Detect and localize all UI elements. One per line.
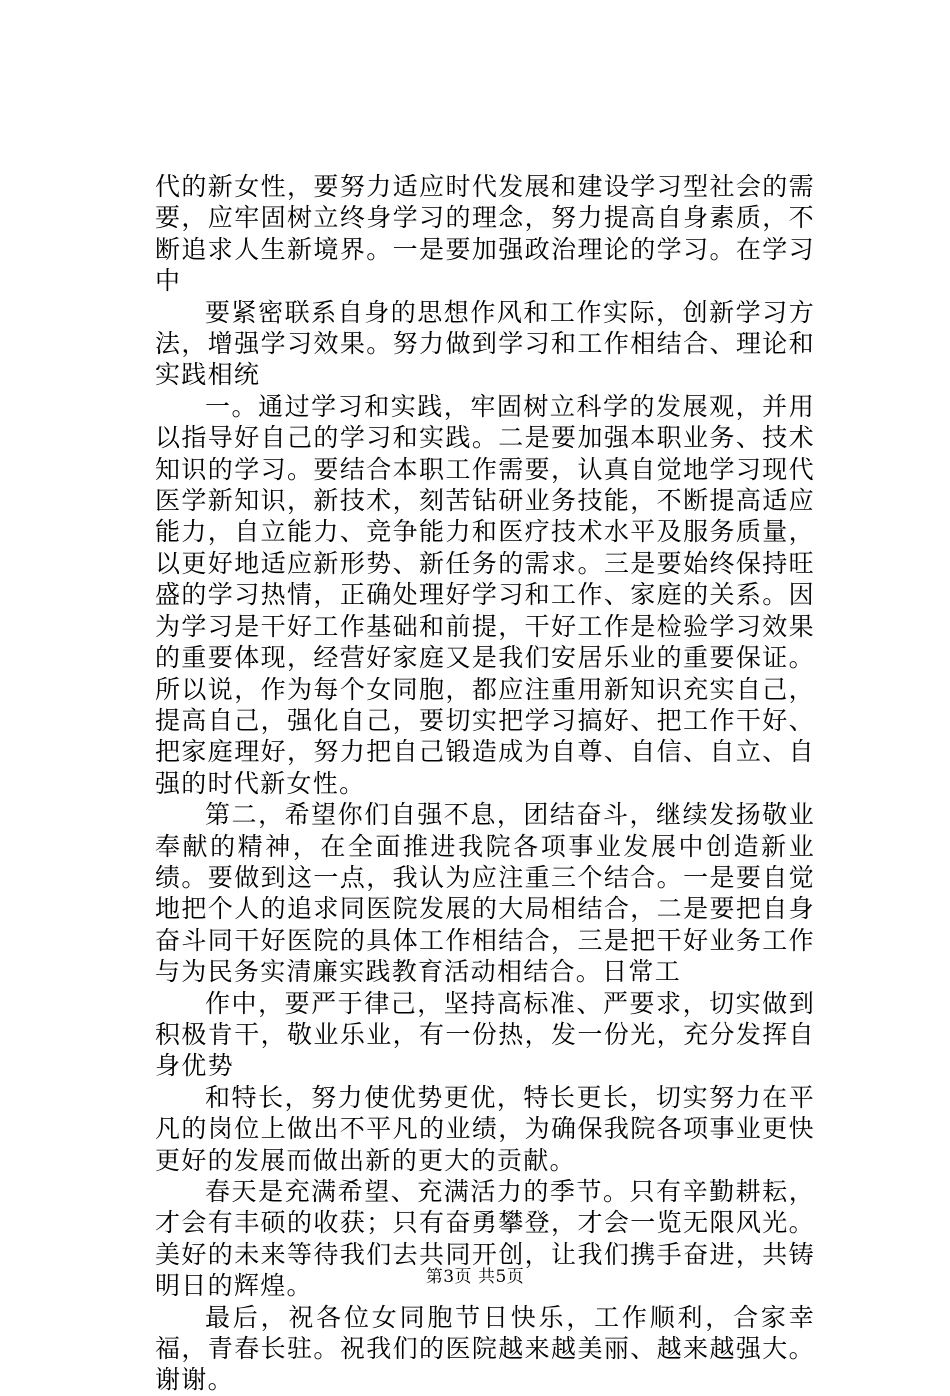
paragraph-3: 一。通过学习和实践，牢固树立科学的发展观，并用以指导好自己的学习和实践。二是要加强本职业务、技术知识的学习。要结合本职工作需要，认真自觉地学习现代医学新知识，新技术，刻苦钻研业务技能，不断提高适应能力，自立能力、竞争能力和医疗技术水平及服务质量，以更好地适应新形势、新任务的需求。三是要始终保持旺盛的学习热情，正确处理好学习和工作、家庭的关系。因为学习是干好工作基础和前提，干好工作是检验学习效果的重要体现，经营好家庭又是我们安居乐业的重要保证。所以说，作为每个女同胞，都应注重用新知识充实自己，提高自己，强化自己，要切实把学习搞好、把工作干好、把家庭理好，努力把自己锻造成为自尊、自信、自立、自强的时代新女性。 (155, 391, 815, 798)
paragraph-7: 春天是充满希望、充满活力的季节。只有辛勤耕耘，才会有丰硕的收获；只有奋勇攀登，才会一览无限风光。美好的未来等待我们去共同开创，让我们携手奋进，共铸明日的辉煌。 (155, 1177, 815, 1301)
body-text (155, 171, 815, 1396)
paragraph-8: 最后，祝各位女同胞节日快乐，工作顺利，合家幸福，青春长驻。祝我们的医院越来越美丽、越来越强大。谢谢。 (155, 1302, 815, 1395)
paragraph-4: 第二，希望你们自强不息，团结奋斗，继续发扬敬业奉献的精神，在全面推进我院各项事业发展中创造新业绩。要做到这一点，我认为应注重三个结合。一是要自觉地把个人的追求同医院发展的大局相结合，二是要把自身奋斗同干好医院的具体工作相结合，三是把干好业务工作与为民务实清廉实践教育活动相结合。日常工 (155, 800, 815, 987)
paragraph-2: 要紧密联系自身的思想作风和工作实际，创新学习方法，增强学习效果。努力做到学习和工作相结合、理论和实践相统 (155, 297, 815, 390)
page-footer: 第3页 共5页 (425, 1267, 525, 1287)
paragraph-6: 和特长，努力使优势更优，特长更长，切实努力在平凡的岗位上做出不平凡的业绩，为确保我院各项事业更快更好的发展而做出新的更大的贡献。 (155, 1082, 815, 1175)
paragraph-5: 作中，要严于律己，坚持高标准、严要求，切实做到积极肯干，敬业乐业，有一份热，发一份光，充分发挥自身优势 (155, 988, 815, 1081)
paragraph-1: 代的新女性，要努力适应时代发展和建设学习型社会的需要，应牢固树立终身学习的理念，努力提高自身素质，不断追求人生新境界。一是要加强政治理论的学习。在学习中 (155, 172, 815, 296)
